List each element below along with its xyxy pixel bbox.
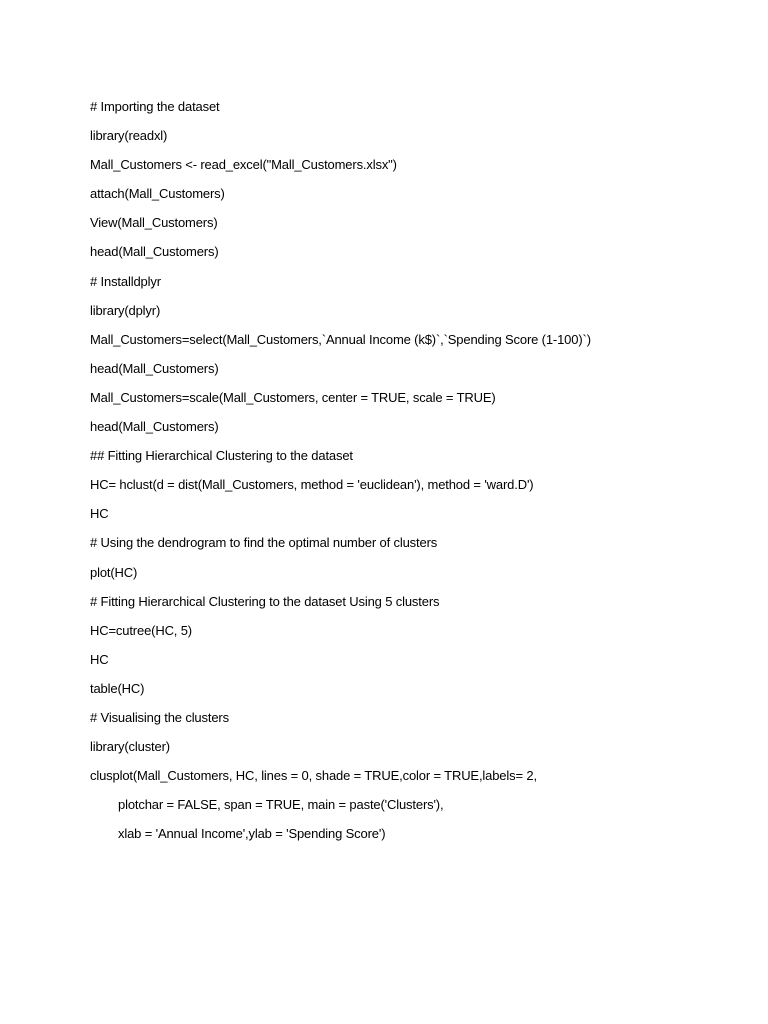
code-line: head(Mall_Customers) (90, 360, 219, 376)
code-line: attach(Mall_Customers) (90, 186, 225, 202)
code-line: clusplot(Mall_Customers, HC, lines = 0, shade = TRUE,color = TRUE,labels= 2, (90, 768, 537, 784)
code-line: table(HC) (90, 680, 145, 696)
code-line: # Visualising the clusters (90, 709, 229, 725)
code-line: HC (90, 651, 109, 667)
code-line: ## Fitting Hierarchical Clustering to the dataset (90, 448, 353, 464)
code-line: head(Mall_Customers) (90, 244, 219, 260)
code-line: # Using the dendrogram to find the optimal number of clusters (90, 535, 438, 551)
code-line: View(Mall_Customers) (90, 215, 218, 231)
code-block (90, 92, 750, 848)
code-line: # Importing the dataset (90, 99, 220, 114)
code-line: # Installdplyr (90, 273, 161, 289)
code-line: head(Mall_Customers) (90, 419, 219, 435)
code-line: Mall_Customers <- read_excel("Mall_Customers.xlsx") (90, 157, 397, 173)
code-line-continuation: plotchar = FALSE, span = TRUE, main = paste('Clusters'), (118, 797, 444, 813)
code-line: plot(HC) (90, 564, 138, 580)
code-line: library(cluster) (90, 739, 170, 755)
code-line: library(readxl) (90, 128, 168, 144)
code-line: Mall_Customers=select(Mall_Customers,`Annual Income (k$)`,`Spending Score (1-100)`) (90, 331, 591, 347)
code-line: # Fitting Hierarchical Clustering to the dataset Using 5 clusters (90, 593, 440, 609)
code-line: HC (90, 506, 109, 522)
code-line: Mall_Customers=scale(Mall_Customers, center = TRUE, scale = TRUE) (90, 389, 496, 405)
code-line: HC=cutree(HC, 5) (90, 622, 192, 638)
code-line: library(dplyr) (90, 302, 161, 318)
code-line-continuation: xlab = 'Annual Income',ylab = 'Spending Score') (118, 826, 386, 842)
code-line: HC= hclust(d = dist(Mall_Customers, method = 'euclidean'), method = 'ward.D') (90, 477, 534, 493)
